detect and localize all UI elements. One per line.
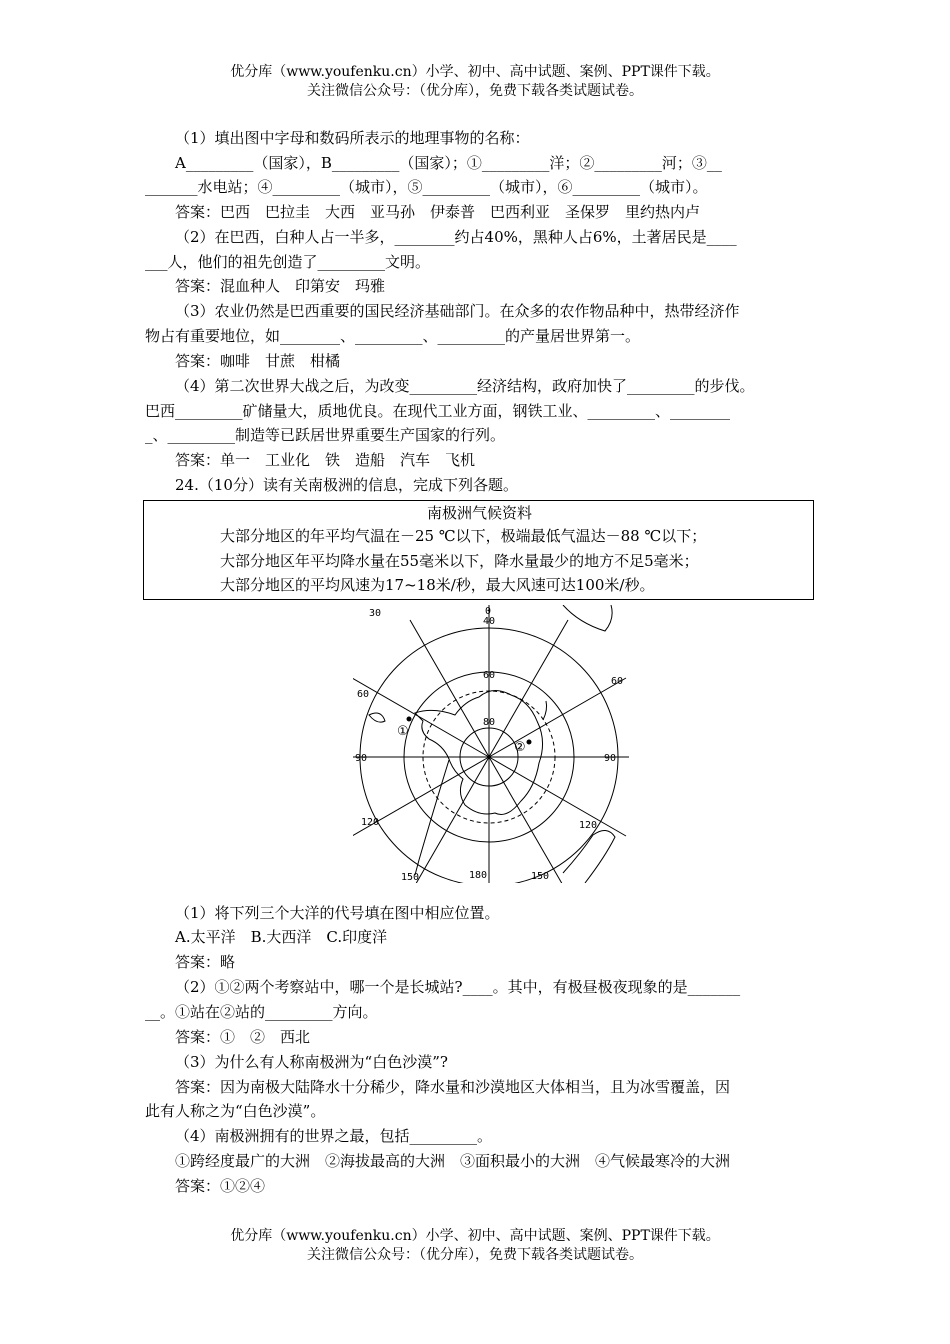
q24-part1-answer: 答案：略	[175, 953, 236, 971]
q24-part3: （3）为什么有人称南极洲为“白色沙漠”?	[175, 1053, 448, 1071]
station-2-dot	[527, 740, 531, 744]
q23-part1-title: （1）填出图中字母和数码所表示的地理事物的名称：	[175, 129, 530, 147]
climate-info-box	[143, 500, 814, 600]
q24-part2-answer: 答案：① ② 西北	[175, 1028, 311, 1046]
header-line-1: 优分库（www.youfenku.cn）小学、初中、高中试题、案例、PPT课件下载。	[230, 64, 720, 80]
label-lon-30: 30	[369, 608, 382, 619]
label-lon-180: 180	[469, 870, 488, 881]
q24-part2-line2: __。①站在②站的_________方向。	[145, 1003, 378, 1021]
q23-part4-answer: 答案：单一 工业化 铁 造船 汽车 飞机	[175, 451, 476, 469]
leader-line	[415, 760, 449, 875]
label-lon-60-left: 60	[357, 689, 370, 700]
header-line-2: 关注微信公众号：（优分库），免费下载各类试题试卷。	[307, 83, 643, 99]
q24-part4: （4）南极洲拥有的世界之最，包括_________。	[175, 1127, 493, 1145]
antarctica-polar-map	[353, 605, 629, 883]
label-lon-60-right: 60	[611, 676, 624, 687]
q23-part2-line1: （2）在巴西，白种人占一半多，________约占40%，黑种人占6%，土著居民是____	[175, 228, 737, 246]
station-1-dot	[407, 717, 411, 721]
q24-part3-answer-line2: 此有人称之为“白色沙漠”。	[145, 1102, 326, 1120]
coast-segment-east	[543, 701, 547, 720]
q23-part4-line2: 巴西_________矿储量大，质地优良。在现代工业方面，钢铁工业、_________、________	[145, 402, 731, 420]
climate-box-line2: 大部分地区年平均降水量在55毫米以下，降水量最少的地方不足5毫米；	[220, 552, 699, 570]
meridian-lines	[353, 605, 629, 883]
q23-part2-line2: ___人，他们的祖先创造了_________文明。	[145, 253, 431, 271]
q23-part1-line2: _______水电站；④_________（城市），⑤_________（城市），⑥_________（城市）。	[145, 178, 708, 196]
label-lon-150-right: 150	[531, 871, 550, 882]
label-lat-40: 40	[483, 616, 496, 627]
q24-part4-answer: 答案：①②④	[175, 1177, 266, 1195]
footer-line-2: 关注微信公众号：（优分库），免费下载各类试题试卷。	[307, 1247, 643, 1263]
q24-part3-answer-line1: 答案：因为南极大陆降水十分稀少，降水量和沙漠地区大体相当，且为冰雪覆盖，因	[175, 1078, 731, 1096]
q23-part3-line2: 物占有重要地位，如________、_________、_________的产量居世界第一。	[145, 327, 641, 345]
q23-part1-answer: 答案：巴西 巴拉圭 大西 亚马孙 伊泰普 巴西利亚 圣保罗 里约热内卢	[175, 203, 701, 221]
label-lat-60: 60	[483, 670, 496, 681]
q23-part2-answer: 答案：混血种人 印第安 玛雅	[175, 277, 386, 295]
q23-part3-answer: 答案：咖啡 甘蔗 柑橘	[175, 352, 341, 370]
label-station-2: ②	[514, 740, 526, 755]
q23-part4-line3: _、_________制造等已跃居世界重要生产国家的行列。	[145, 426, 506, 444]
label-lon-120-left: 120	[361, 817, 380, 828]
island-west	[369, 713, 385, 722]
q23-part1-line1: A_________（国家），B_________（国家）；①_________洋；②_________河；③__	[175, 154, 722, 172]
climate-box-line1: 大部分地区的年平均气温在－25 ℃以下，极端最低气温达－88 ℃以下；	[220, 527, 707, 545]
climate-box-title: 南极洲气候资料	[426, 504, 532, 522]
q24-part2-line1: （2）①②两个考察站中，哪一个是长城站?____。其中，有极昼极夜现象的是_______	[175, 978, 741, 996]
q24-part4-options: ①跨经度最广的大洲 ②海拔最高的大洲 ③面积最小的大洲 ④气候最寒冷的大洲	[175, 1152, 731, 1170]
label-lon-90-right: 90	[604, 753, 617, 764]
label-lat-80: 80	[483, 717, 496, 728]
q23-part4-line1: （4）第二次世界大战之后，为改变_________经济结构，政府加快了_________的步伐。	[175, 377, 755, 395]
label-lon-90-left: 90	[355, 753, 368, 764]
label-lon-120-right: 120	[579, 820, 598, 831]
q24-part1-options: A.太平洋 B.大西洋 C.印度洋	[175, 928, 388, 946]
label-lon-150-left: 150	[401, 872, 420, 883]
q23-part3-line1: （3）农业仍然是巴西重要的国民经济基础部门。在众多的农作物品种中，热带经济作	[175, 302, 740, 320]
climate-box-line3: 大部分地区的平均风速为17~18米/秒，最大风速可达100米/秒。	[220, 576, 655, 594]
africa-coastline	[563, 605, 612, 631]
q24-part1: （1）将下列三个大洋的代号填在图中相应位置。	[175, 904, 500, 922]
q24-title: 24.（10分）读有关南极洲的信息，完成下列各题。	[175, 476, 518, 494]
label-lon-0: 0	[485, 606, 492, 617]
footer-line-1: 优分库（www.youfenku.cn）小学、初中、高中试题、案例、PPT课件下载。	[230, 1228, 720, 1244]
label-station-1: ①	[397, 724, 409, 739]
